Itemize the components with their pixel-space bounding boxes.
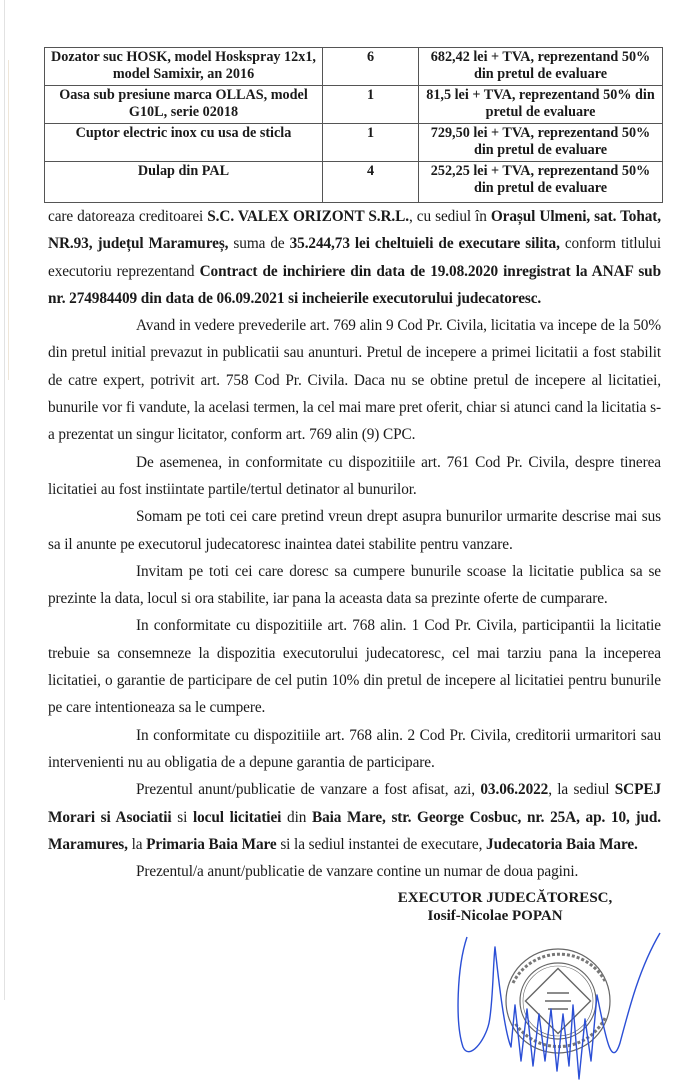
paragraph-auction-start: Avand in vedere prevederile art. 769 alin 9 Cod Pr. Civila, licitatia va incepe de la 50% din pretul initial prevazut in publicatii sau anunturi. Pretul de incepere a primei licitatii a fost stabilit de catre expert, potrivit art. 758 Cod Pr. Civila. Daca nu se obtine pretul de incepere al licitatiei, bunurile vor fi vandute, la acelasi termen, la cel mai mare pret oferit, chiar si atunci cand la licitatia s-a prezentat un singur licitator, conform art. 769 alin (9) CPC.	[48, 317, 661, 444]
item-price: 729,50 lei + TVA, reprezentand 50% din pretul de evaluare	[419, 124, 663, 162]
creditor-name: S.C. VALEX ORIZONT S.R.L.	[207, 208, 409, 225]
table-row	[45, 48, 663, 86]
text: si	[171, 808, 193, 826]
text: conform titlului executoriu reprezentand	[48, 235, 661, 280]
paragraph-parties-notified: De asemenea, in conformitate cu dispozitiile art. 761 Cod Pr. Civila, despre tinerea licitatiei au fost instiintate partile/tertul detinator al bunurilor.	[48, 453, 661, 498]
text: , cu sediul în	[408, 208, 491, 225]
enforcement-title: Contract de inchiriere din data de 19.08.2020 inregistrat la ANAF sub nr. 274984409 din data de 06.09.2021 si incheierile executorului judecatoresc.	[48, 262, 661, 307]
text: si la sediul instantei de executare,	[276, 835, 487, 853]
item-name: Cuptor electric inox cu usa de sticla	[45, 124, 323, 162]
table-row	[45, 86, 663, 124]
paragraph-summons: Somam pe toti cei care pretind vreun drept asupra bunurilor urmarite descrise mai sus sa il anunte pe executorul judecatoresc inaintea datei stabilite pentru vanzare.	[48, 508, 661, 553]
paragraph-page-count: Prezentul/a anunt/publicatie de vanzare contine un numar de doua pagini.	[136, 863, 579, 881]
table-row	[45, 124, 663, 162]
item-price: 252,25 lei + TVA, reprezentand 50% din pretul de evaluare	[419, 162, 663, 203]
item-name: Dulap din PAL	[45, 162, 323, 203]
signature-block	[380, 889, 670, 925]
text: care datoreaza creditoarei	[48, 208, 208, 225]
auction-address: Baia Mare, str. George Cosbuc, nr. 25A, ap. 10, jud. Maramures,	[48, 808, 662, 853]
item-quantity: 4	[323, 162, 419, 203]
court-name: Judecatoria Baia Mare.	[486, 835, 638, 853]
paragraph-posting	[48, 776, 661, 858]
creditor-paragraph	[48, 203, 661, 312]
posting-date: 03.06.2022	[480, 781, 549, 799]
signature-area	[44, 889, 662, 1089]
table-row	[45, 162, 663, 203]
item-quantity: 1	[323, 86, 419, 124]
text: din	[281, 808, 312, 826]
item-price: 682,42 lei + TVA, reprezentand 50% din pretul de evaluare	[419, 48, 663, 86]
office-name: SCPEJ Morari si Asociatii	[48, 781, 661, 826]
creditor-address: Orașul Ulmeni, sat. Tohat, NR.93, județul Maramureș,	[48, 208, 662, 253]
items-table	[44, 47, 663, 203]
place-label: locul licitatiei	[192, 808, 282, 826]
item-quantity: 6	[323, 48, 419, 86]
text: Prezentul anunt/publicatie de vanzare a fost afisat, azi,	[136, 781, 481, 799]
item-quantity: 1	[323, 124, 419, 162]
text: , la sediul	[548, 781, 615, 799]
paragraph-invitation: Invitam pe toti cei care doresc sa cumpere bunurile scoase la licitatie publica sa se prezinte la data, locul si ora stabilite, iar pana la aceasta data sa prezinte oferte de cumparare.	[48, 562, 661, 608]
document-body	[48, 203, 661, 885]
signatory-name: Iosif-Nicolae POPAN	[427, 908, 563, 925]
item-name: Dozator suc HOSK, model Hoskspray 12x1, model Samixir, an 2016	[45, 48, 323, 86]
paragraph-creditor-exemption: In conformitate cu dispozitiile art. 768 alin. 2 Cod Pr. Civila, creditorii urmaritori sau intervenienti nu au obligatia de a depune garantia de participare.	[48, 726, 661, 771]
signatory-title: EXECUTOR JUDECĂTORESC,	[397, 890, 613, 907]
text: la	[127, 835, 147, 853]
item-price: 81,5 lei + TVA, reprezentand 50% din pretul de evaluare	[419, 86, 663, 124]
item-name: Oasa sub presiune marca OLLAS, model G10L, serie 02018	[45, 86, 323, 124]
debt-amount: 35.244,73 lei cheltuieli de executare silita,	[289, 235, 560, 253]
official-seal-icon	[506, 949, 610, 1053]
seal-and-signature	[455, 929, 680, 1089]
text: suma de	[228, 235, 290, 253]
town-hall: Primaria Baia Mare	[146, 835, 277, 853]
paragraph-guarantee: In conformitate cu dispozitiile art. 768 alin. 1 Cod Pr. Civila, participantii la licitatie trebuie sa consemneze la dispozitia executorului judecatoresc, cel mai tarziu pana la inceperea licitatiei, o garantie de participare de cel putin 10% din pretul de incepere al licitatiei pentru bunurile pe care intentioneaza sa le cumpere.	[48, 617, 661, 717]
